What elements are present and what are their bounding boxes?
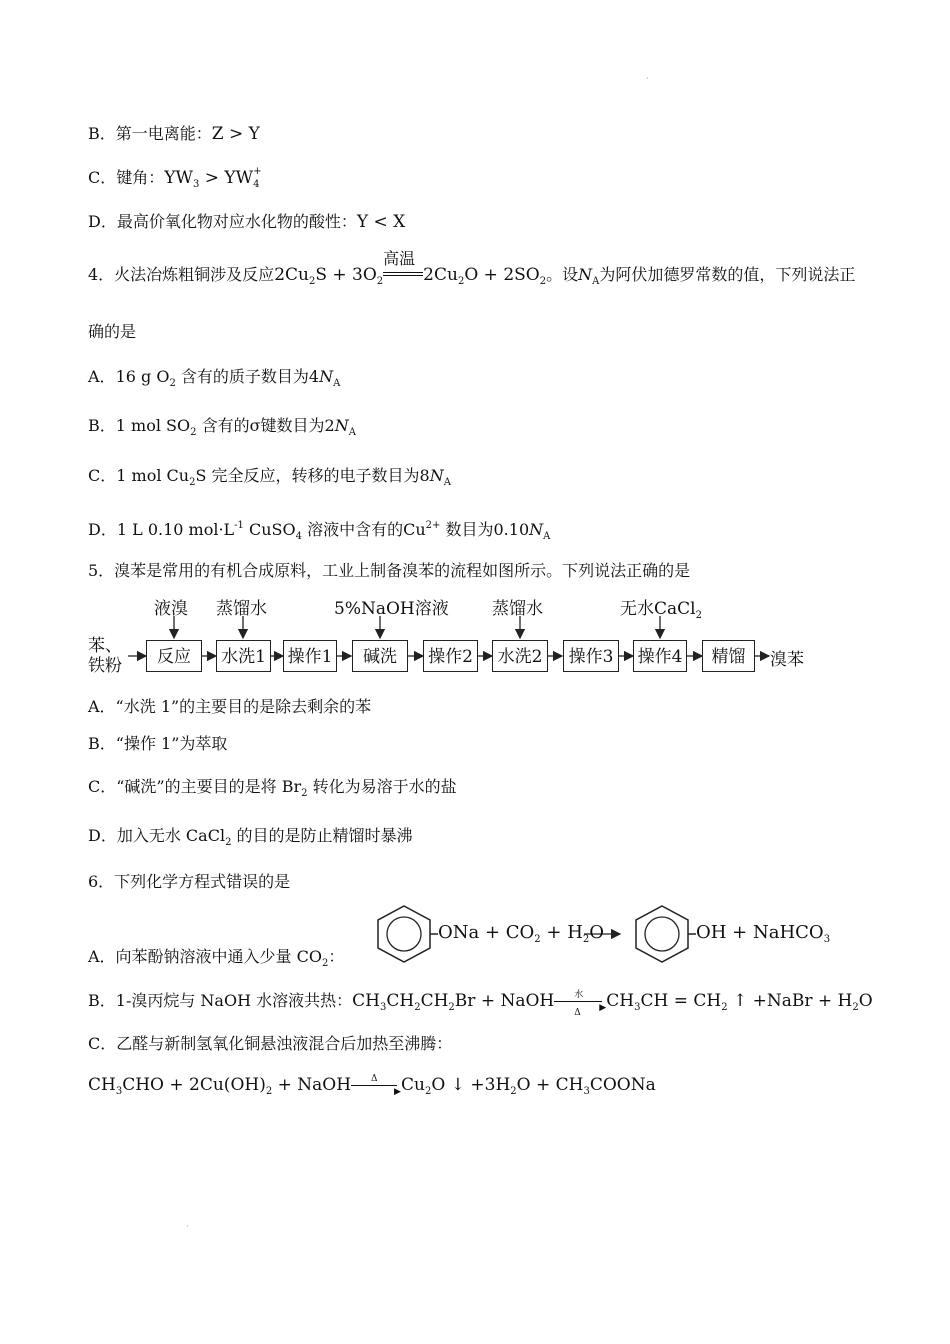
flow-box-1: 反应 — [146, 640, 202, 672]
flow-diagram — [88, 592, 848, 692]
q4-option-a: A．16 g $O_2$ 含有的质子数目为$4N_A$ — [88, 367, 341, 389]
q6-option-b: B．1-溴丙烷与 NaOH 水溶液共热：$CH_3CH_2CH_2Br$ + NaOH 水 ▶ Δ $CH_3CH = CH_2$ ↑ +NaBr + $H_2O$ — [88, 989, 873, 1018]
q4-option-b: B．1 mol $SO_2$ 含有的σ键数目为$2N_A$ — [88, 416, 356, 438]
q6-c-equation: $CH_3CHO + 2Cu(OH)_2$ + NaOH Δ ▶ $Cu_2O$ ↓ $+3H_2O$ + $CH_3COONa$ — [88, 1073, 656, 1097]
flow-box-2: 水洗1 — [216, 640, 271, 672]
reagent-3: 5%NaOH溶液 — [334, 599, 449, 619]
flow-box-6: 水洗2 — [492, 640, 548, 672]
q4-stem-cont: 确的是 — [88, 322, 137, 341]
reagent-1: 液溴 — [154, 599, 188, 619]
flow-box-7: 操作3 — [563, 640, 619, 672]
reagent-2: 蒸馏水 — [216, 599, 267, 619]
q6-option-a: A．向苯酚钠溶液中通入少量 $CO_2$： — [88, 947, 345, 969]
flow-box-4: 碱洗 — [352, 640, 408, 672]
eq-a-right: OH + NaHCO$_3$ — [696, 922, 831, 945]
q5-stem: 5．溴苯是常用的有机合成原料，工业上制备溴苯的流程如图所示。下列说法正确的是 — [88, 561, 691, 580]
q5-option-b: B．“操作 1”为萃取 — [88, 734, 228, 753]
q3-option-c: C．键角：$YW_3 > YW_4$ + — [88, 166, 262, 190]
q3-option-b: B．第一电离能：Z > Y — [88, 124, 260, 144]
q5-option-d: D．加入无水 CaCl$_2$ 的目的是防止精馏时暴沸 — [88, 826, 413, 848]
flow-box-8: 操作4 — [633, 640, 687, 672]
q3-option-d: D．最高价氧化物对应水化物的酸性：Y < X — [88, 212, 406, 232]
q5-option-c: C．“碱洗”的主要目的是将 $Br_2$ 转化为易溶于水的盐 — [88, 777, 457, 799]
flow-end: 溴苯 — [770, 650, 804, 670]
eq-c-arrow: Δ ▶ — [351, 1076, 401, 1096]
q6-option-c: C．乙醛与新制氢氧化铜悬浊液混合后加热至沸腾： — [88, 1034, 453, 1053]
flow-box-9: 精馏 — [702, 640, 755, 672]
q4-stem: 4．火法冶炼粗铜涉及反应$2Cu_2S + 3O_2$ 高温 $2Cu_2O + 2SO_2$。设$N_A$为阿伏加德罗常数的值，下列说法正 — [88, 248, 856, 287]
eq-a-left: ONa + $CO_2 + H_2O$ — [438, 922, 605, 945]
q4-option-d: D．1 L 0.10 $mol\cdot L^{-1}$ CuSO$_4$ 溶液中含有的$Cu^{2+}$ 数目为$0.10N_A$ — [88, 520, 551, 542]
q5-option-a: A．“水洗 1”的主要目的是除去剩余的苯 — [88, 697, 372, 716]
flow-start: 苯、 铁粉 — [88, 636, 122, 676]
flow-box-5: 操作2 — [423, 640, 478, 672]
reagent-4: 蒸馏水 — [492, 599, 543, 619]
flow-box-3: 操作1 — [283, 640, 337, 672]
q6-stem: 6．下列化学方程式错误的是 — [88, 872, 291, 891]
reagent-5: 无水CaCl$_2$ — [620, 599, 702, 621]
q4-option-c: C．1 mol $Cu_2S$ 完全反应，转移的电子数目为$8N_A$ — [88, 466, 451, 488]
eq-b-arrow: 水 ▶ Δ — [554, 992, 606, 1012]
reaction-condition: 高温 — [383, 266, 423, 286]
q6-a-equation — [370, 898, 830, 968]
